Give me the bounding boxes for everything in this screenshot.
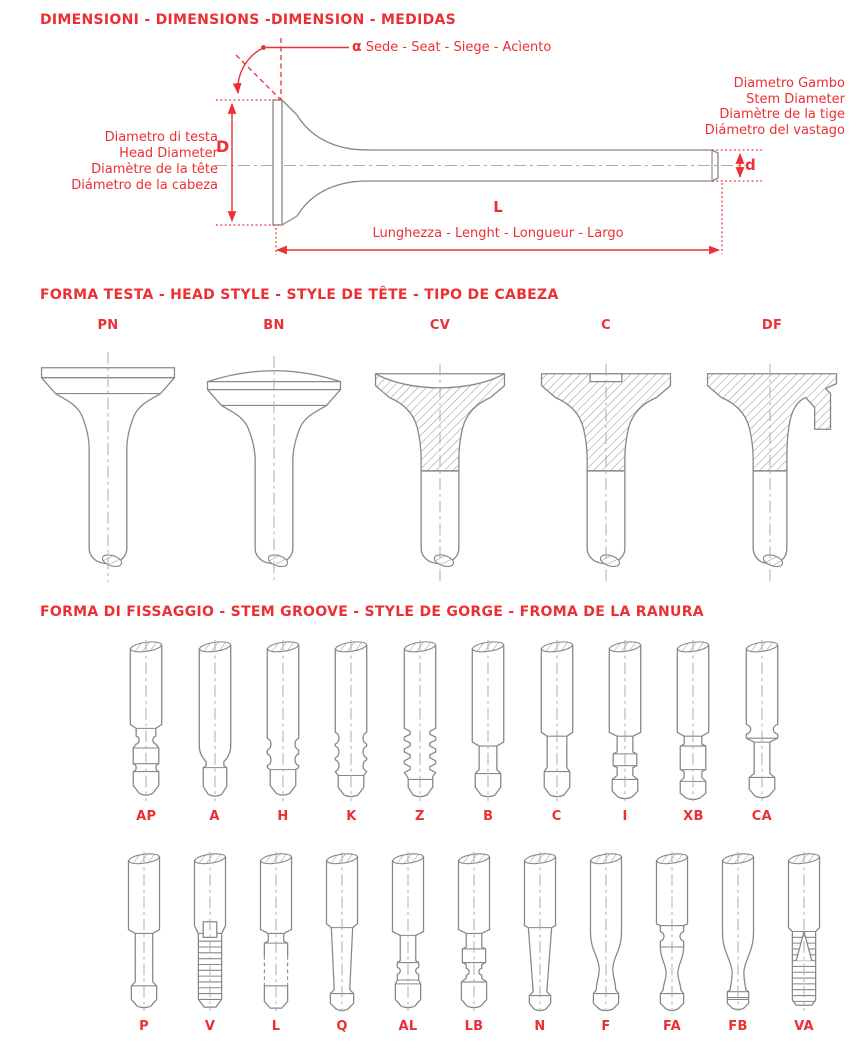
head-style-title: FORMA TESTA - HEAD STYLE - STYLE DE TÊTE - TIPO DE CABEZA xyxy=(40,287,559,303)
head-diameter-line-it: Diametro di testa xyxy=(104,130,218,145)
head-diameter-line-fr: Diamètre de la tête xyxy=(91,162,218,177)
stem-groove-label-q: Q xyxy=(336,1019,348,1034)
stem-groove-drawing-va xyxy=(771,850,837,1013)
stem-groove-label-f: F xyxy=(601,1019,611,1034)
stem-groove-drawing-a xyxy=(181,638,249,803)
stem-groove-drawing-z xyxy=(386,638,454,803)
dim-d-symbol: d xyxy=(745,156,756,174)
stem-groove-q xyxy=(309,850,375,1035)
stem-groove-label-b: B xyxy=(483,809,494,824)
head-style-drawing-bn xyxy=(191,338,357,586)
stem-groove-row-2 xyxy=(111,850,837,1035)
head-style-cv xyxy=(357,318,523,590)
stem-groove-drawing-b xyxy=(454,638,522,803)
stem-groove-drawing-ca xyxy=(728,638,796,803)
stem-groove-l xyxy=(243,850,309,1035)
stem-groove-ca xyxy=(728,638,796,825)
stem-groove-label-fb: FB xyxy=(728,1019,748,1034)
head-style-pn xyxy=(25,318,191,590)
stem-groove-drawing-h xyxy=(249,638,317,803)
length-label: Lunghezza - Lenght - Longueur - Largo xyxy=(372,226,624,241)
stem-groove-v xyxy=(177,850,243,1035)
stem-groove-label-c: C xyxy=(551,809,562,824)
stem-groove-label-n: N xyxy=(534,1019,546,1034)
head-style-bn xyxy=(191,318,357,590)
head-diameter-line-es: Diámetro de la cabeza xyxy=(71,178,218,193)
stem-diameter-line-fr: Diamètre de la tige xyxy=(719,107,845,122)
stem-groove-drawing-k xyxy=(317,638,385,803)
stem-diameter-line-it: Diametro Gambo xyxy=(733,76,845,91)
stem-groove-drawing-f xyxy=(573,850,639,1013)
stem-groove-drawing-n xyxy=(507,850,573,1013)
stem-groove-label-fa: FA xyxy=(662,1019,682,1034)
stem-groove-label-ap: AP xyxy=(136,809,157,824)
stem-groove-label-va: VA xyxy=(794,1019,814,1034)
head-style-drawing-df xyxy=(689,338,855,586)
stem-groove-label-p: P xyxy=(139,1019,149,1034)
stem-groove-drawing-c xyxy=(523,638,591,803)
stem-groove-a xyxy=(180,638,248,825)
stem-groove-drawing-lb xyxy=(441,850,507,1013)
stem-groove-drawing-fb xyxy=(705,850,771,1013)
stem-groove-z xyxy=(386,638,454,825)
stem-groove-drawing-al xyxy=(375,850,441,1013)
stem-groove-fa xyxy=(639,850,705,1035)
stem-groove-al xyxy=(375,850,441,1035)
head-style-drawing-c xyxy=(523,338,689,586)
stem-groove-label-v: V xyxy=(204,1019,216,1034)
stem-groove-lb xyxy=(441,850,507,1035)
seat-angle-label xyxy=(352,39,551,56)
head-style-label-bn: BN xyxy=(263,318,285,333)
stem-groove-label-xb: XB xyxy=(683,809,704,824)
stem-diameter-label xyxy=(705,76,845,138)
stem-groove-drawing-fa xyxy=(639,850,705,1013)
stem-groove-i xyxy=(591,638,659,825)
stem-groove-row-1 xyxy=(112,638,796,825)
stem-groove-drawing-l xyxy=(243,850,309,1013)
stem-groove-drawing-ap xyxy=(112,638,180,803)
stem-groove-label-ca: CA xyxy=(751,809,772,824)
stem-groove-label-l: L xyxy=(271,1019,281,1034)
head-style-label-df: DF xyxy=(761,318,783,333)
stem-diameter-line-es: Diámetro del vastago xyxy=(704,122,845,138)
stem-groove-drawing-p xyxy=(111,850,177,1013)
stem-groove-label-al: AL xyxy=(398,1019,418,1034)
dimensions-title: DIMENSIONI - DIMENSIONS -DIMENSION - MEDIDAS xyxy=(40,12,457,28)
stem-groove-c xyxy=(522,638,590,825)
stem-groove-fb xyxy=(705,850,771,1035)
stem-diameter-line-en: Stem Diameter xyxy=(746,91,845,107)
head-style-label-pn: PN xyxy=(97,318,119,333)
stem-groove-label-h: H xyxy=(277,809,289,824)
dim-L-symbol: L xyxy=(493,198,503,216)
head-diameter-label xyxy=(71,130,218,194)
stem-groove-label-a: A xyxy=(209,809,220,824)
stem-groove-b xyxy=(454,638,522,825)
stem-groove-label-k: K xyxy=(346,809,357,824)
head-style-label-c: C xyxy=(601,318,611,333)
head-style-drawing-pn xyxy=(25,338,191,586)
stem-groove-k xyxy=(317,638,385,825)
stem-groove-label-i: I xyxy=(622,809,628,824)
seat-label-text: Sede - Seat - Siege - Acìento xyxy=(365,40,552,55)
stem-groove-drawing-q xyxy=(309,850,375,1013)
head-diameter-line-en: Head Diameter xyxy=(119,146,218,161)
stem-groove-p xyxy=(111,850,177,1035)
stem-groove-label-lb: LB xyxy=(464,1019,484,1034)
alpha-symbol: α xyxy=(352,39,362,55)
stem-groove-drawing-i xyxy=(591,638,659,803)
stem-groove-label-z: Z xyxy=(414,809,425,824)
stem-groove-drawing-v xyxy=(177,850,243,1013)
head-style-row xyxy=(25,318,855,590)
stem-groove-f xyxy=(573,850,639,1035)
head-style-label-cv: CV xyxy=(429,318,451,333)
stem-groove-ap xyxy=(112,638,180,825)
valve-dimension-diagram xyxy=(0,30,860,265)
stem-groove-title: FORMA DI FISSAGGIO - STEM GROOVE - STYLE DE GORGE - FROMA DE LA RANURA xyxy=(40,604,704,620)
head-style-df xyxy=(689,318,855,590)
dim-D-symbol: D xyxy=(216,137,230,156)
stem-groove-xb xyxy=(659,638,727,825)
head-style-c xyxy=(523,318,689,590)
stem-groove-drawing-xb xyxy=(659,638,727,803)
head-style-drawing-cv xyxy=(357,338,523,586)
stem-groove-n xyxy=(507,850,573,1035)
stem-groove-h xyxy=(249,638,317,825)
stem-groove-va xyxy=(771,850,837,1035)
